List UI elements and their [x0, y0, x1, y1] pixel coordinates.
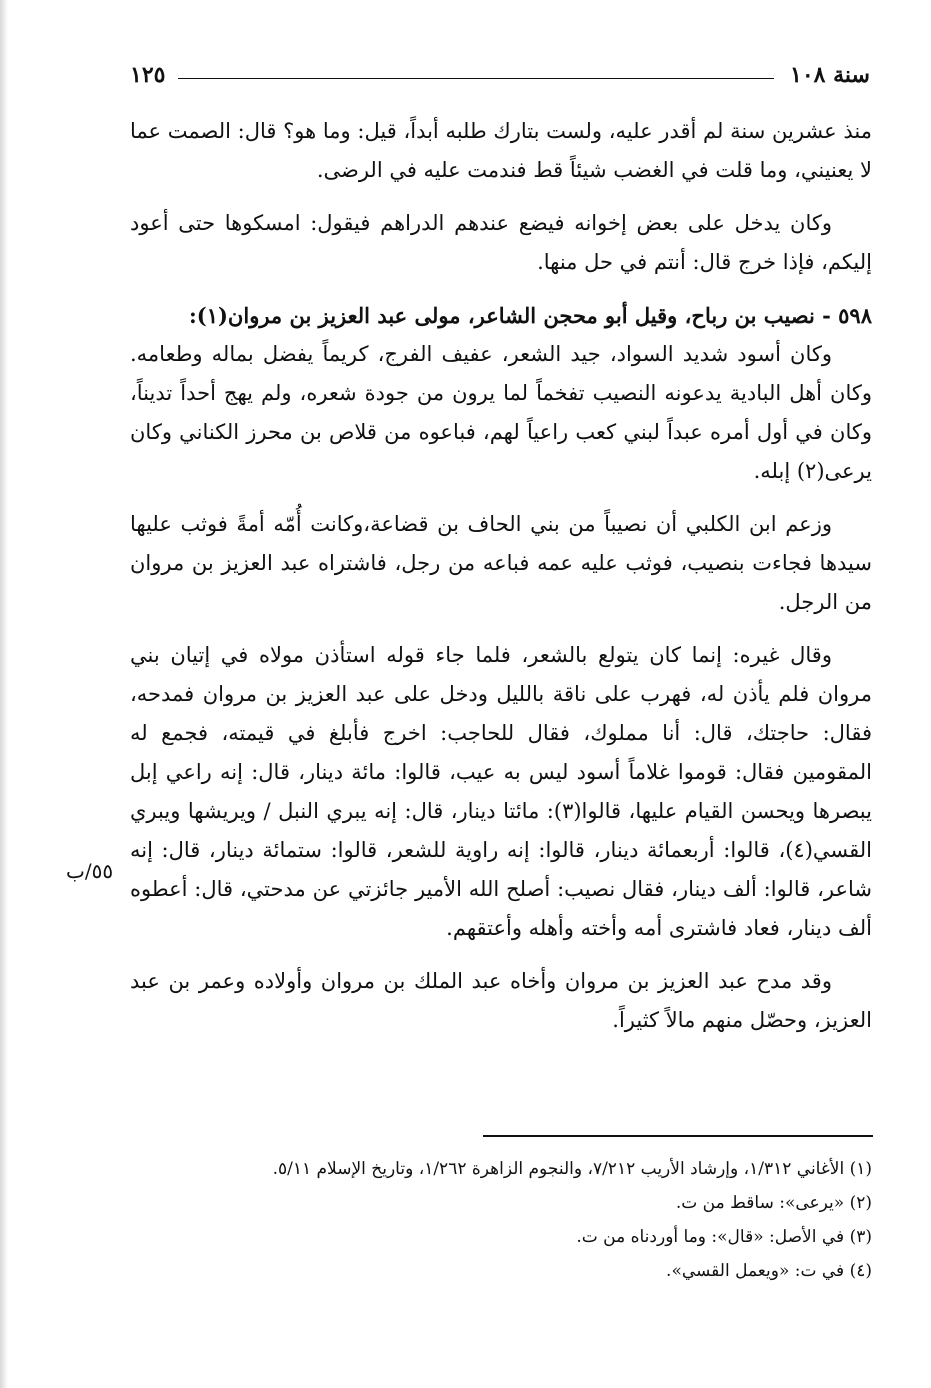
paragraph: وكان يدخل على بعض إخوانه فيضع عندهم الدراهم فيقول: امسكوها حتى أعود إليكم، فإذا خرج قال: أنتم في حل منها. [130, 211, 872, 274]
page-header [130, 58, 870, 92]
entry-title: ٥٩٨ - نصيب بن رباح، وقيل أبو محجن الشاعر، مولى عبد العزيز بن مروان(١): [189, 303, 872, 328]
page-gutter-shadow [0, 0, 8, 1388]
footnote: (١) الأغاني ١/٣١٢، وإرشاد الأريب ٧/٢١٢، والنجوم الزاهرة ١/٢٦٢، وتاريخ الإسلام ٥/١١. [272, 1159, 872, 1179]
entry-paragraph: وقال غيره: إنما كان يتولع بالشعر، فلما جاء قوله استأذن مولاه في إتيان بني مروان فلم يأذن له، فهرب على ناقة بالليل ودخل على عبد العزيز بن مروان فمدحه، فقال: حاجتك، قال: أنا مملوك، فقال للحاجب: اخرج فأبلغ في قيمته، فجمع له المقومين فقال: قوموا غلاماً أسود ليس به عيب، قالوا: مائة دينار، قال: إنه راعي إبل يبصرها ويحسن القيام عليها، قالوا(٣): مائتا دينار، قال: إنه يبري النبل / ويريشها ويبري القسي(٤)، قالوا: أربعمائة دينار، قالوا: إنه راوية للشعر، قالوا: ستمائة دينار، قال: إنه شاعر، قالوا: ألف دينار، فقال نصيب: أصلح الله الأمير جائزتي عن مدحتي، قال: أعطوه ألف دينار، فعاد فاشترى أمه وأخته وأهله وأعتقهم. [130, 643, 872, 940]
entry-paragraph: وزعم ابن الكلبي أن نصيباً من بني الحاف بن قضاعة،وكانت أُمّه أمةً فوثب عليها سيدها فجاءت بنصيب، فوثب عليه عمه فباعه من رجل، فاشتراه عبد العزيز بن مروان من الرجل. [130, 512, 872, 614]
header-rule [178, 78, 774, 79]
running-head: سنة ١٠٨ [790, 62, 870, 88]
footnote: (٣) في الأصل: «قال»: وما أوردناه من ت. [576, 1227, 872, 1247]
entry-paragraph: وقد مدح عبد العزيز بن مروان وأخاه عبد الملك بن مروان وأولاده وعمر بن عبد العزيز، وحصّل منهم مالاً كثيراً. [130, 969, 872, 1032]
footnotes [130, 1152, 872, 1288]
footnote: (٤) في ت: «ويعمل القسي». [666, 1261, 872, 1281]
page-number: ١٢٥ [130, 62, 166, 88]
manuscript-folio-marker: ٥٥/ب [66, 859, 114, 883]
entry-paragraph: وكان أسود شديد السواد، جيد الشعر، عفيف الفرج، كريماً يفضل بماله وطعامه. وكان أهل البادية يدعونه النصيب تفخماً لما يرون من جودة شعره، ولم يهج أحداً تديناً، وكان في أول أمره عبداً لبني كعب راعياً لهم، فباعوه من قلاص بن محرز الكناني وكان يرعى(٢) إبله. [130, 342, 872, 483]
footnote: (٢) «يرعى»: ساقط من ت. [675, 1193, 872, 1213]
paragraph: منذ عشرين سنة لم أقدر عليه، ولست بتارك طلبه أبداً، قيل: وما هو؟ قال: الصمت عما لا يعنيني، وما قلت في الغضب شيئاً قط فندمت عليه في الرضى. [130, 119, 872, 182]
main-text [130, 112, 872, 1054]
footnote-separator [483, 1135, 873, 1137]
